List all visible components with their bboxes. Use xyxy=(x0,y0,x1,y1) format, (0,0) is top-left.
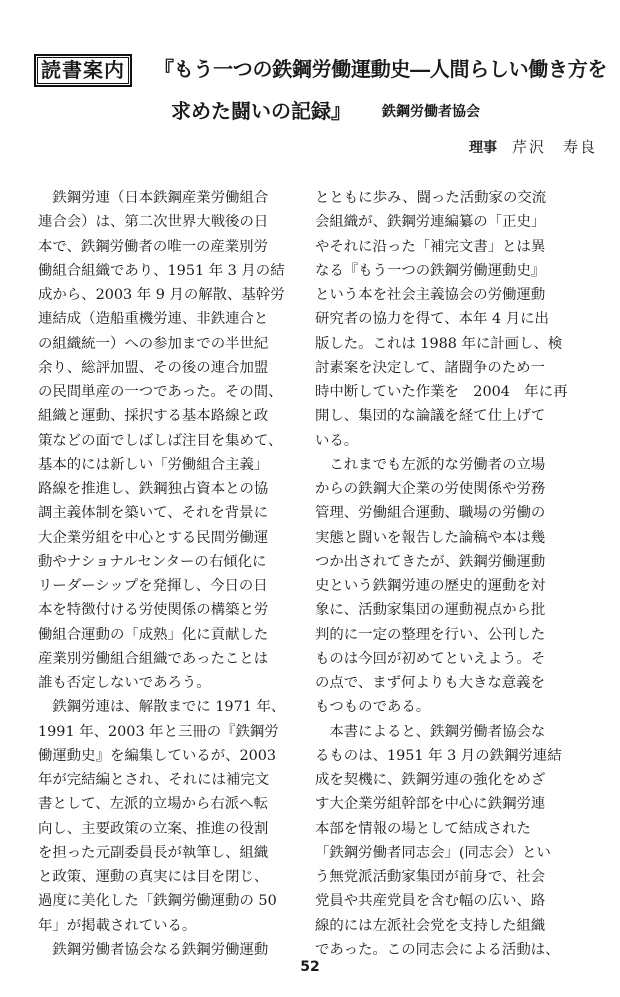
text-line: 動やナショナルセンターの右傾化に xyxy=(38,553,267,570)
text-line: 組織と運動、採択する基本路線と政 xyxy=(38,408,269,425)
text-line: いる。 xyxy=(315,432,359,449)
text-line: であった。この同志会による活動は、 xyxy=(315,941,560,958)
text-line: 策などの面でしばしば注目を集めて、 xyxy=(38,432,283,449)
text-line: す大企業労組幹部を中心に鉄鋼労連 xyxy=(315,796,546,813)
text-line: 連合会）は、第二次世界大戦後の日 xyxy=(38,214,269,231)
text-line: 成から、2003 年 9 月の解散、基幹労 xyxy=(38,287,285,303)
text-line: 過度に美化した「鉄鋼労働運動の 50 xyxy=(38,893,277,910)
author-role: 理事 xyxy=(469,140,497,156)
text-line: 働運動史』を編集しているが、2003 xyxy=(38,747,277,764)
section-tag: 読書案内 xyxy=(34,54,132,87)
text-line: 鉄鋼労働者協会なる鉄鋼労働運動 xyxy=(38,941,269,958)
author-name: 芹沢 寿良 xyxy=(512,138,598,156)
text-line: ものは今回が初めてといえよう。そ xyxy=(315,650,546,667)
right-text-column xyxy=(315,186,589,962)
text-line: 党員や共産党員を含む幅の広い、路 xyxy=(315,893,546,910)
text-line: 年」が掲載されている。 xyxy=(38,917,197,934)
text-line: 誰も否定しないであろう。 xyxy=(38,675,211,691)
publisher-name: 鉄鋼労働者協会 xyxy=(382,104,480,120)
page-number: 52 xyxy=(300,959,320,975)
text-line: 開し、集団的な論議を経て仕上げて xyxy=(315,408,546,425)
text-line: 路線を推進し、鉄鋼独占資本との協 xyxy=(38,481,269,497)
text-line: 働組合運動の「成熟」化に貢献した xyxy=(38,626,269,643)
header-subtitle-row xyxy=(0,96,620,126)
text-line: 象に、活動家集団の運動視点から批 xyxy=(315,602,546,619)
text-line: と政策、運動の真実には目を閉じ、 xyxy=(38,869,269,885)
text-line: を担った元副委員長が執筆し、組織 xyxy=(38,844,269,861)
text-line: 書として、左派的立場から右派へ転 xyxy=(38,796,268,813)
text-line: 連結成（造船重機労連、非鉄連合と xyxy=(38,311,269,328)
text-line: 「鉄鋼労働者同志会」(同志会）とい xyxy=(315,844,551,861)
text-line: 管理、労働組合運動、職場の労働の xyxy=(315,505,546,522)
text-line: 実態と闘いを報告した論稿や本は幾 xyxy=(315,529,546,546)
text-line: 版した。これは 1988 年に計画し、検 xyxy=(315,335,563,352)
text-line: からの鉄鋼大企業の労使関係や労務 xyxy=(315,481,546,497)
book-title-line-1: 『もう一つの鉄鋼労働運動史―人間らしい働き方を xyxy=(154,57,608,81)
text-line: 史という鉄鋼労連の歴史的運動を対 xyxy=(315,578,546,594)
book-title-line-2: 求めた闘いの記録』 xyxy=(171,99,351,123)
text-line: 働組合組織であり、1951 年 3 月の結 xyxy=(38,262,285,279)
text-line: 本書によると、鉄鋼労働者協会な xyxy=(315,723,546,740)
text-line: う無党派活動家集団が前身で、社会 xyxy=(315,869,545,885)
text-line: 本を特徴付ける労使関係の構築と労 xyxy=(38,602,269,619)
text-line: 成を契機に、鉄鋼労連の強化をめざ xyxy=(315,772,546,788)
text-line: の民間単産の一つであった。その間、 xyxy=(38,384,283,400)
text-line: 討素案を決定して、諸闘争のため一 xyxy=(315,359,545,376)
text-line: という本を社会主義協会の労働運動 xyxy=(315,287,546,303)
text-line: 本で、鉄鋼労働者の唯一の産業別労 xyxy=(38,238,268,255)
text-line: 研究者の協力を得て、本年 4 月に出 xyxy=(315,311,549,328)
text-line: これまでも左派的な労働者の立場 xyxy=(315,456,546,473)
text-line: 向し、主要政策の立案、推進の役割 xyxy=(38,820,269,837)
text-line: リーダーシップを発揮し、今日の日 xyxy=(38,578,268,594)
text-line: つか出されてきたが、鉄鋼労働運動 xyxy=(315,553,546,570)
text-line: もつものである。 xyxy=(315,699,431,716)
text-line: 年が完結編とされ、それには補完文 xyxy=(38,772,270,788)
text-line: 会組織が、鉄鋼労連編纂の「正史」 xyxy=(315,214,546,231)
text-line: 余り、総評加盟、その後の連合加盟 xyxy=(38,359,269,376)
text-line: 鉄鋼労連（日本鉄鋼産業労働組合 xyxy=(38,190,269,206)
text-line: の組織統一）への参加までの半世紀 xyxy=(38,335,269,352)
text-line: 判的に一定の整理を行い、公刊した xyxy=(315,626,546,643)
text-line: 線的には左派社会党を支持した組織 xyxy=(315,917,546,934)
header-title-row xyxy=(24,50,608,90)
text-line: 本部を情報の場として結成された xyxy=(315,820,531,837)
text-line: 時中断していた作業を 2004 年に再 xyxy=(315,384,568,400)
text-line: なる『もう一つの鉄鋼労働運動史』 xyxy=(315,262,546,279)
text-line: 1991 年、2003 年と三冊の『鉄鋼労 xyxy=(38,723,279,740)
text-line: とともに歩み、闘った活動家の交流 xyxy=(315,190,547,206)
text-line: の点で、まず何よりも大きな意義を xyxy=(315,675,545,691)
text-line: 調主義体制を築いて、それを背景に xyxy=(38,505,268,522)
text-line: 鉄鋼労連は、解散までに 1971 年、 xyxy=(38,699,286,716)
text-line: 基本的には新しい「労働組合主義」 xyxy=(38,456,269,473)
text-line: 大企業労組を中心とする民間労働運 xyxy=(38,529,269,546)
text-line: るものは、1951 年 3 月の鉄鋼労連結 xyxy=(315,747,562,764)
text-line: 産業別労働組合組織であったことは xyxy=(38,650,269,667)
author-byline xyxy=(0,136,620,160)
text-line: やそれに沿った「補完文書」とは異 xyxy=(315,238,546,255)
left-text-column xyxy=(38,186,312,962)
